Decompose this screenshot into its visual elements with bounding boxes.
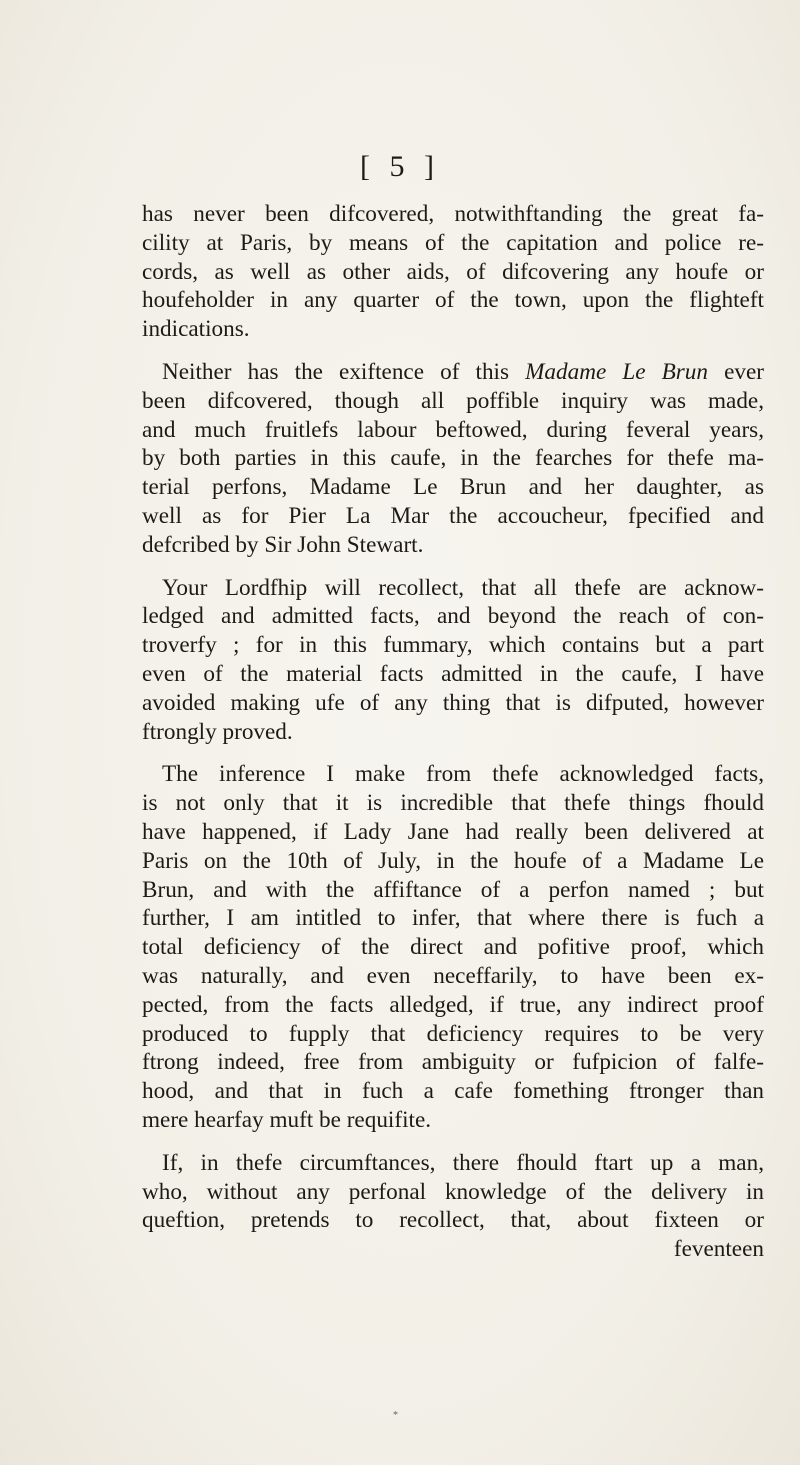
text-line: was naturally, and even neceffarily, to have been ex- (142, 962, 764, 989)
text-line: If, in thefe circumftances, there fhould ftart up a man, (162, 1149, 764, 1176)
text-line: cility at Paris, by means of the capitation and police re- (142, 229, 764, 256)
text-line: well as for Pier La Mar the accoucheur, fpecified and (142, 502, 764, 529)
text-line: produced to fupply that deficiency requires to be very (142, 1020, 764, 1047)
text-line: Your Lordfhip will recollect, that all thefe are acknow- (162, 574, 764, 601)
text-line: and much fruitlefs labour beftowed, during feveral years, (142, 416, 764, 443)
body-text (142, 200, 764, 1264)
text-line: has never been difcovered, notwithftanding the great fa- (142, 201, 764, 227)
page-number: [ 5 ] (360, 150, 440, 183)
text-line: mere hearfay muft be requifite. (142, 1106, 432, 1133)
paragraph-2 (142, 358, 764, 560)
text-line: ledged and admitted facts, and beyond the reach of con- (142, 603, 764, 630)
text-line: indications. (142, 316, 250, 343)
text-line: Brun, and with the affiftance of a perfon named ; but (142, 876, 764, 903)
text-line: queftion, pretends to recollect, that, about fixteen or (142, 1207, 764, 1234)
text-line: defcribed by Sir John Stewart. (142, 531, 424, 558)
text-line: ftrong indeed, free from ambiguity or fufpicion of falfe- (142, 1049, 764, 1076)
text-line: have happened, if Lady Jane had really been delivered at (142, 818, 764, 845)
catchword: feventeen (673, 1236, 764, 1263)
text-line: Paris on the 10th of July, in the houfe of a Madame Le (142, 847, 764, 874)
text-line: ftrongly proved. (142, 718, 293, 745)
text-line: pected, from the facts alledged, if true, any indirect proof (142, 991, 764, 1018)
paragraph-5 (142, 1149, 764, 1264)
text-line: is not only that it is incredible that thefe things fhould (142, 790, 764, 817)
text-line: The inference I make from thefe acknowledged facts, (162, 761, 764, 788)
text-line: who, without any perfonal knowledge of the delivery in (142, 1178, 764, 1205)
italic-name: Madame Le Brun (525, 358, 708, 385)
stray-mark: * (393, 1410, 398, 1421)
paragraph-1 (142, 200, 764, 344)
paragraph-3 (142, 574, 764, 747)
text-line: cords, as well as other aids, of difcovering any houfe or (142, 258, 764, 285)
text-line: further, I am intitled to infer, that where there is fuch a (142, 905, 764, 932)
text-line: Neither has the exiftence of this Madame Le Brun ever (162, 358, 764, 385)
paragraph-4 (142, 760, 764, 1134)
text-line: avoided making ufe of any thing that is difputed, however (142, 689, 764, 716)
text-line: hood, and that in fuch a cafe fomething ftronger than (142, 1078, 764, 1105)
text-line: by both parties in this caufe, in the fearches for thefe ma- (142, 445, 764, 472)
text-line: total deficiency of the direct and pofitive proof, which (142, 934, 764, 961)
text-line: troverfy ; for in this fummary, which contains but a part (142, 632, 764, 659)
text-line: even of the material facts admitted in the caufe, I have (142, 660, 764, 687)
text-line: terial perfons, Madame Le Brun and her daughter, as (142, 474, 764, 501)
text-line: been difcovered, though all poffible inquiry was made, (142, 387, 764, 414)
text-line: houfeholder in any quarter of the town, upon the flighteft (142, 287, 764, 314)
